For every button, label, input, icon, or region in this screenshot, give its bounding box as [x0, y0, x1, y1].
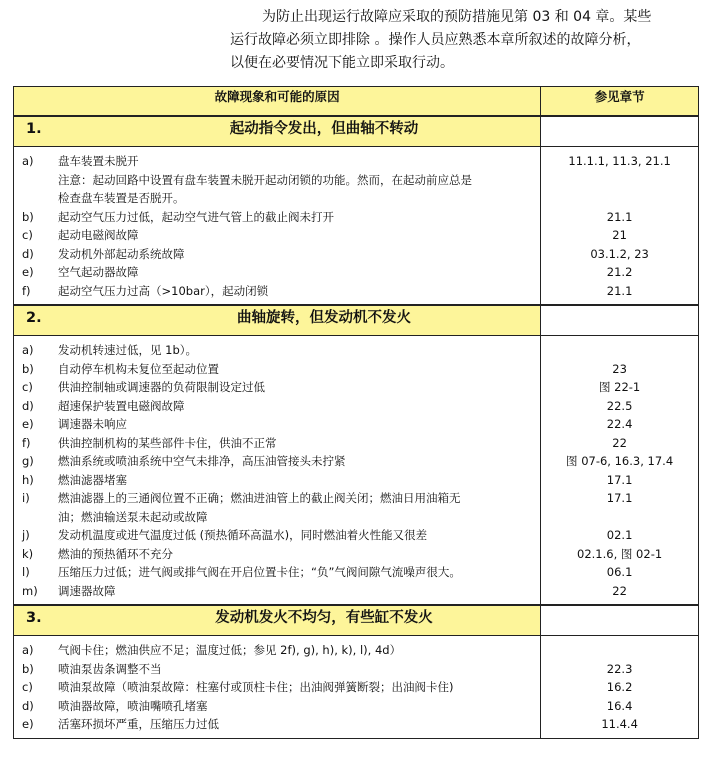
fault-item	[14, 641, 540, 660]
fault-item	[14, 471, 540, 490]
intro-paragraph	[230, 6, 704, 75]
reference-cell: 23	[612, 361, 627, 376]
fault-item-text: 起动电磁阀故障	[58, 228, 139, 242]
section-3-header	[14, 605, 699, 636]
intro-line-1: 为防止出现运行故障应采取的预防措施见第 03 和 04 章。某些	[262, 9, 652, 25]
fault-item-label: f)	[22, 283, 31, 298]
fault-item-text: 供油控制机构的某些部件卡住，供油不正常	[58, 435, 277, 450]
fault-item	[14, 245, 540, 264]
table-header-row	[14, 87, 699, 117]
fault-item	[14, 341, 540, 360]
intro-line-3: 以便在必要情况下能立即采取行动。	[230, 55, 454, 71]
reference-cell	[541, 641, 698, 660]
fault-item-text: 超速保护装置电磁阀故障	[58, 398, 185, 413]
reference-cell: 22	[612, 583, 627, 598]
fault-item-text: 供油控制轴或调速器的负荷限制设定过低	[58, 380, 265, 394]
fault-item	[14, 434, 540, 453]
fault-item-text: 调速器未响应	[58, 417, 127, 431]
fault-item-label	[14, 189, 58, 208]
section-number: 1.	[26, 121, 42, 137]
fault-item	[14, 489, 540, 508]
reference-cell: 22.3	[606, 661, 633, 676]
reference-cell: 21	[612, 228, 627, 242]
section-title: 发动机发火不均匀，有些缸不发火	[215, 610, 433, 626]
fault-item-label: h)	[22, 472, 34, 487]
fault-item	[14, 452, 540, 471]
reference-cell: 16.4	[606, 698, 633, 713]
fault-item-text: 油；燃油输送泵未起动或故障	[58, 509, 208, 524]
fault-item	[14, 582, 540, 601]
fault-item-text: 燃油滤器上的三通阀位置不正确；燃油进油管上的截止阀关闭；燃油日用油箱无	[58, 491, 461, 505]
fault-item	[14, 697, 540, 716]
fault-item-label: b)	[22, 209, 34, 224]
reference-cell: 22.5	[606, 398, 633, 413]
fault-item	[14, 545, 540, 564]
fault-item-label: d)	[22, 398, 34, 413]
fault-item	[14, 526, 540, 545]
reference-cell	[541, 171, 698, 190]
fault-item-text: 燃油的预热循环不充分	[58, 546, 173, 561]
section-3-refs	[541, 636, 698, 738]
reference-cell	[541, 341, 698, 360]
fault-item-label: a)	[22, 343, 34, 357]
reference-cell: 21.2	[606, 265, 633, 279]
fault-item	[14, 208, 540, 227]
fault-item-label: m)	[22, 583, 38, 598]
fault-item-text: 盘车装置未脱开	[58, 154, 139, 168]
reference-cell: 22.4	[606, 417, 633, 431]
fault-item-label: c)	[22, 228, 33, 242]
fault-item	[14, 715, 540, 734]
fault-item	[14, 171, 540, 190]
fault-item-text: 喷油器故障，喷油嘴喷孔堵塞	[58, 698, 208, 713]
fault-item-label: c)	[22, 680, 33, 694]
reference-cell: 22	[612, 435, 627, 450]
fault-item	[14, 397, 540, 416]
fault-item	[14, 415, 540, 434]
section-1-items	[14, 147, 540, 304]
fault-item-text: 自动停车机构未复位至起动位置	[58, 361, 219, 376]
fault-item-label: f)	[22, 435, 31, 450]
reference-cell: 06.1	[606, 565, 633, 579]
fault-item-text: 发动机转速过低，见 1b）。	[58, 343, 198, 357]
fault-item-text: 注意：起动回路中设置有盘车装置未脱开起动闭锁的功能。然而，在起动前应总是	[58, 172, 472, 187]
fault-item-label: j)	[22, 528, 30, 542]
intro-line-2: 运行故障必须立即排除 。操作人员应熟悉本章所叙述的故障分析，	[230, 32, 641, 48]
reference-cell: 11.4.4	[601, 717, 638, 731]
section-title: 起动指令发出，但曲轴不转动	[229, 121, 419, 137]
reference-cell: 21.1	[606, 209, 633, 224]
fault-item	[14, 508, 540, 527]
fault-item-label	[14, 171, 58, 190]
fault-item-text: 空气起动器故障	[58, 265, 139, 279]
reference-cell	[541, 189, 698, 208]
fault-item	[14, 263, 540, 282]
fault-item-text: 压缩压力过低；进气阀或排气阀在开启位置卡住；“负”气阀间隙气流噪声很大。	[58, 565, 461, 579]
fault-item-label: g)	[22, 454, 34, 468]
reference-cell: 17.1	[606, 472, 633, 487]
fault-item-label: e)	[22, 717, 34, 731]
fault-item	[14, 282, 540, 301]
section-3-body	[14, 636, 699, 739]
reference-cell: 17.1	[606, 491, 633, 505]
fault-item-label: a)	[22, 643, 34, 657]
section-2-items	[14, 336, 540, 604]
section-title: 曲轴旋转，但发动机不发火	[237, 310, 411, 326]
reference-cell: 图 22-1	[598, 380, 641, 394]
reference-cell: 图 07-6, 16.3, 17.4	[566, 454, 674, 468]
fault-item-text: 气阀卡住；燃油供应不足；温度过低；参见 2f), g), h), k), l), 4d）	[58, 643, 402, 657]
section-ref-empty	[541, 305, 699, 336]
header-ref: 参见章节	[541, 87, 699, 117]
reference-cell: 11.1.1, 11.3, 21.1	[568, 154, 671, 168]
reference-cell	[541, 508, 698, 527]
fault-item-label: e)	[22, 265, 34, 279]
fault-item-label: b)	[22, 361, 34, 376]
fault-item-text: 发动机外部起动系统故障	[58, 246, 185, 261]
fault-item-label: i)	[22, 491, 30, 505]
fault-item	[14, 226, 540, 245]
reference-cell: 21.1	[606, 283, 633, 298]
section-ref-empty	[541, 605, 699, 636]
fault-item-text: 调速器故障	[58, 583, 116, 598]
fault-item-text: 起动空气压力过高（>10bar），起动闭锁	[58, 283, 269, 298]
fault-item-label: a)	[22, 154, 34, 168]
fault-item-text: 检查盘车装置是否脱开。	[58, 191, 185, 205]
fault-item-label: k)	[22, 546, 34, 561]
section-number: 3.	[26, 610, 42, 626]
fault-item-text: 活塞环损坏严重，压缩压力过低	[58, 717, 219, 731]
fault-item-label: l)	[22, 565, 30, 579]
fault-item-label: d)	[22, 698, 34, 713]
fault-item-text: 喷油泵齿条调整不当	[58, 661, 162, 676]
section-1-body	[14, 147, 699, 306]
fault-item-text: 发动机温度或进气温度过低 (预热循环高温水)，同时燃油着火性能又很差	[58, 528, 428, 542]
fault-table	[13, 86, 699, 739]
section-2-header	[14, 305, 699, 336]
reference-cell: 03.1.2, 23	[590, 246, 649, 261]
fault-item	[14, 378, 540, 397]
section-ref-empty	[541, 116, 699, 147]
section-number: 2.	[26, 310, 42, 326]
fault-item-label: e)	[22, 417, 34, 431]
fault-item	[14, 563, 540, 582]
fault-item	[14, 660, 540, 679]
fault-item-text: 燃油滤器堵塞	[58, 472, 127, 487]
fault-item	[14, 360, 540, 379]
fault-item	[14, 678, 540, 697]
section-3-items	[14, 636, 540, 738]
section-1-header	[14, 116, 699, 147]
header-cause: 故障现象和可能的原因	[14, 87, 541, 117]
section-2-refs	[541, 336, 698, 604]
section-2-body	[14, 336, 699, 606]
fault-item-label: b)	[22, 661, 34, 676]
fault-item-label: c)	[22, 380, 33, 394]
reference-cell: 16.2	[606, 680, 633, 694]
reference-cell: 02.1.6, 图 02-1	[577, 546, 663, 561]
reference-cell: 02.1	[606, 528, 633, 542]
fault-item-text: 起动空气压力过低，起动空气进气管上的截止阀未打开	[58, 209, 334, 224]
fault-item	[14, 152, 540, 171]
fault-item-label: d)	[22, 246, 34, 261]
section-1-refs	[541, 147, 698, 304]
fault-item-label	[14, 508, 58, 527]
fault-item-text: 燃油系统或喷油系统中空气未排净，高压油管接头未拧紧	[58, 454, 346, 468]
fault-item-text: 喷油泵故障（喷油泵故障：柱塞付或顶柱卡住；出油阀弹簧断裂；出油阀卡住)	[58, 680, 454, 694]
fault-item	[14, 189, 540, 208]
